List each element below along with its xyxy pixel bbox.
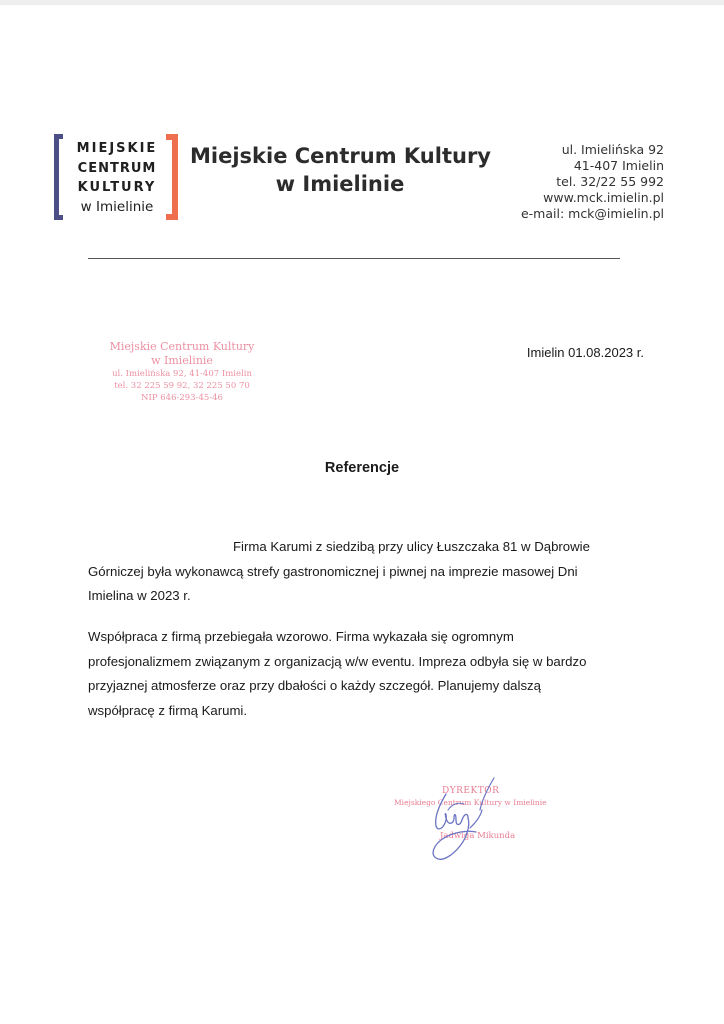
document-title: Referencje: [324, 460, 400, 476]
contact-email: e-mail: mck@imielin.pl: [520, 206, 664, 221]
stamp-line-4: tel. 32 225 59 92, 32 225 50 70: [114, 381, 250, 391]
header-divider: [88, 258, 620, 259]
paragraph-2-line-1: Współpraca z firmą przebiegała wzorowo. Firma wykazała się ogromnym: [88, 629, 514, 644]
contact-phone: tel. 32/22 55 992: [556, 174, 664, 189]
handwritten-signature: [384, 774, 584, 869]
stamp-line-5: NIP 646-293-45-46: [141, 393, 223, 403]
logo-left-bracket: [54, 134, 63, 220]
logo-text-line-3: KULTURY: [77, 180, 157, 195]
signature-stamp: [384, 774, 584, 869]
signature-stamp-name: Jadwiga Mikunda: [440, 831, 516, 841]
logo-text-line-2: CENTRUM: [77, 161, 157, 176]
contact-block: [464, 142, 664, 222]
paragraph-2: [88, 625, 648, 723]
organization-title: [190, 142, 490, 198]
logo-text-line-4: w Imielinie: [80, 199, 154, 215]
document-date: Imielin 01.08.2023 r.: [526, 345, 644, 360]
paragraph-1-line-2: Górniczej była wykonawcą strefy gastronomicznej i piwnej na imprezie masowej Dni: [88, 563, 578, 579]
stamp-line-2: w Imielinie: [151, 354, 213, 367]
contact-website: www.mck.imielin.pl: [543, 190, 664, 205]
stamp-line-3: ul. Imielińska 92, 41-407 Imielin: [112, 369, 252, 379]
signature-stamp-title: DYREKTOR: [442, 786, 500, 796]
paragraph-2-line-3: przyjaznej atmosferze oraz przy dbałości o każdy szczegół. Planujemy dalszą: [88, 678, 541, 693]
paragraph-1-line-3: Imielina w 2023 r.: [88, 588, 191, 603]
logo-right-bracket: [166, 134, 178, 220]
paragraph-2-line-4: współpracę z firmą Karumi.: [88, 702, 248, 718]
paragraph-1: [88, 535, 648, 609]
contact-address: ul. Imielińska 92: [561, 142, 664, 157]
institution-stamp: [92, 340, 272, 404]
scan-edge: [0, 0, 724, 5]
stamp-line-1: Miejskie Centrum Kultury: [109, 340, 255, 353]
paragraph-1-line-1: Firma Karumi z siedzibą przy ulicy Łuszczaka 81 w Dąbrowie: [233, 539, 590, 554]
organization-title-line-1: Miejskie Centrum Kultury: [190, 144, 491, 168]
contact-city: 41-407 Imielin: [573, 158, 664, 173]
organization-title-line-2: w Imielinie: [275, 172, 405, 196]
paragraph-2-line-2: profesjonalizmem związanym z organizacją w/w eventu. Impreza odbyła się w bardzo: [88, 653, 587, 669]
signature-stamp-org: Miejskiego Centrum Kultury w Imielinie: [394, 798, 547, 807]
institution-logo: [54, 130, 180, 226]
logo-text-line-1: MIEJSKIE: [76, 141, 158, 156]
